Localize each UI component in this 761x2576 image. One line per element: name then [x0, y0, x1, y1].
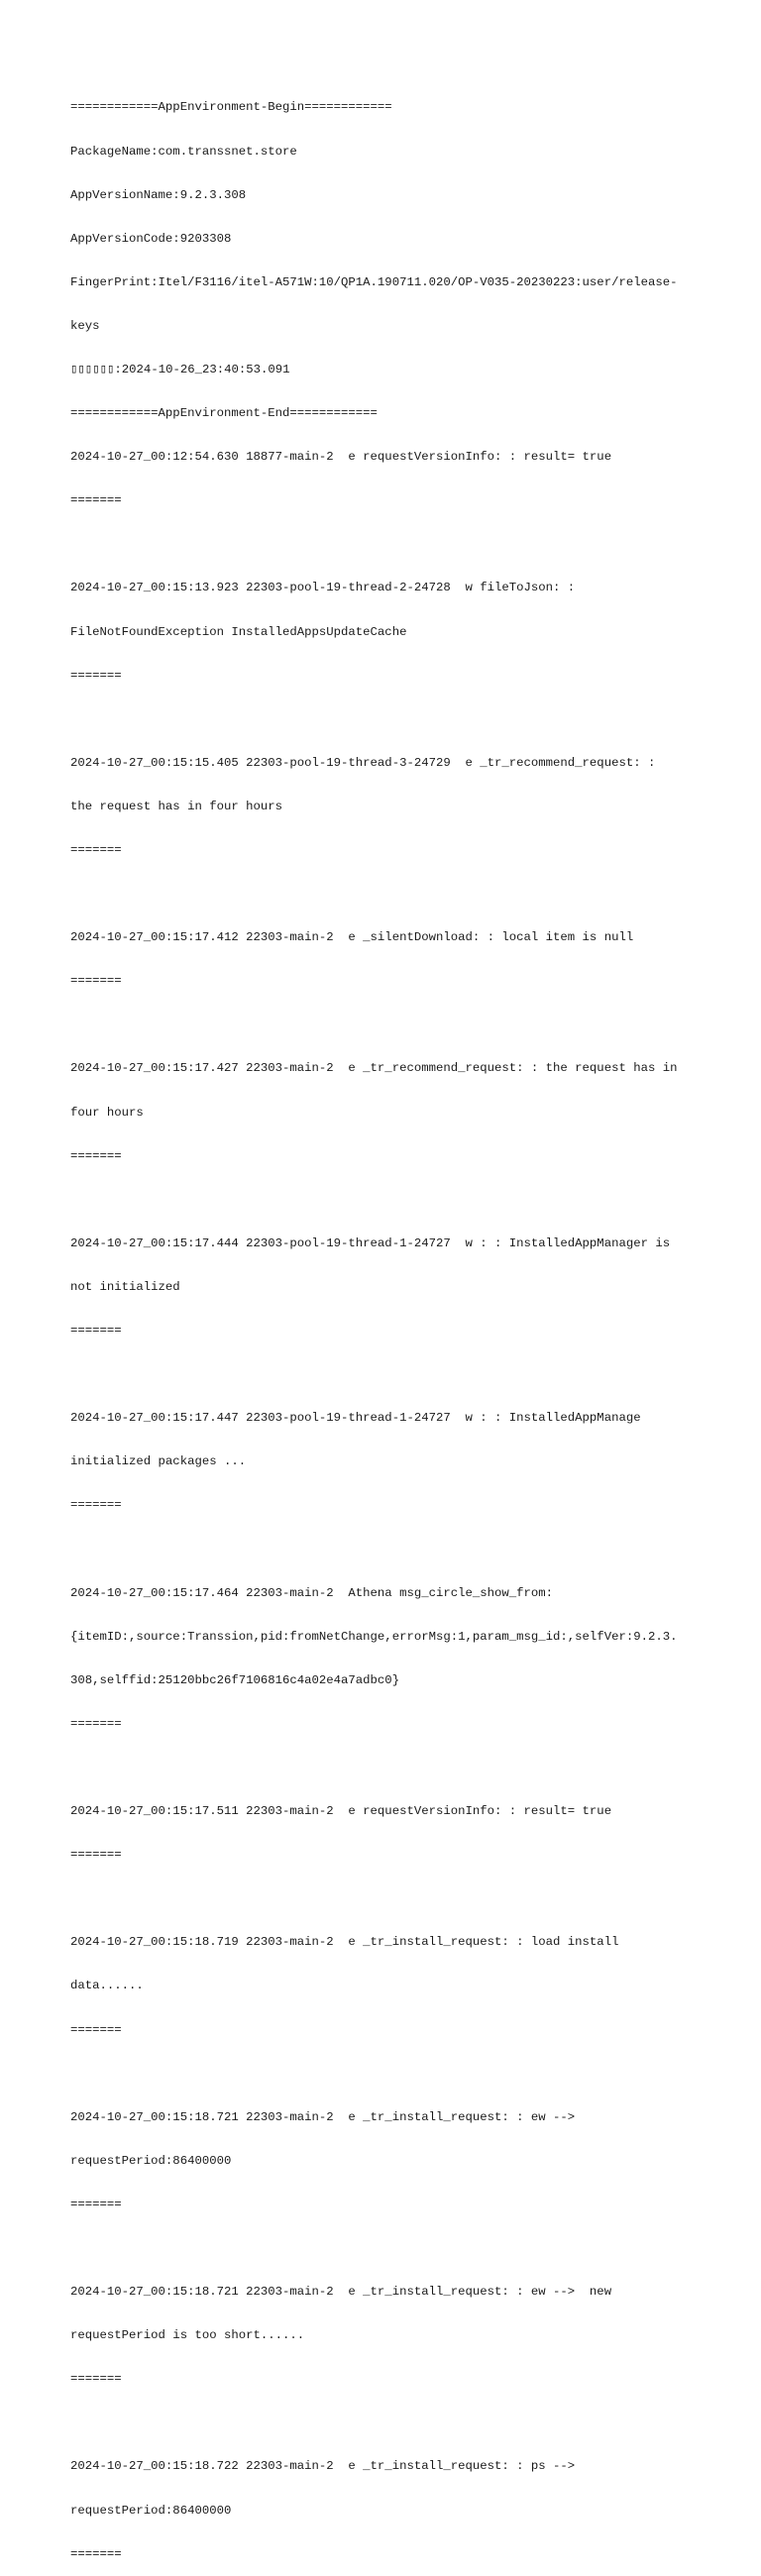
log-line: 2024-10-27_00:15:17.444 22303-pool-19-thread-1-24727 w : : InstalledAppManager is — [70, 1235, 671, 1250]
blank-line — [70, 1367, 705, 1382]
log-separator: ======= — [70, 1716, 122, 1731]
log-line: 2024-10-27_00:15:17.511 22303-main-2 e requestVersionInfo: : result= true — [70, 1804, 612, 1819]
log-line: 2024-10-27_00:15:18.721 22303-main-2 e _tr_install_request: : ew --> new — [70, 2285, 612, 2300]
log-line: requestPeriod:86400000 — [70, 2153, 232, 2168]
blank-line — [70, 537, 705, 552]
log-line: 2024-10-27_00:15:15.405 22303-pool-19-thread-3-24729 e _tr_recommend_request: : — [70, 755, 656, 770]
log-separator: ======= — [70, 668, 122, 683]
log-line: four hours — [70, 1105, 144, 1120]
blank-line — [70, 1891, 705, 1906]
log-separator: ======= — [70, 2372, 122, 2387]
blank-line — [70, 2067, 705, 2082]
log-line: 2024-10-27_00:15:17.464 22303-main-2 Athena msg_circle_show_from: — [70, 1585, 554, 1600]
log-line: PackageName:com.transsnet.store — [70, 144, 297, 159]
blank-line — [70, 1018, 705, 1032]
blank-line — [70, 1761, 705, 1775]
log-line: keys — [70, 318, 100, 333]
blank-line — [70, 2241, 705, 2256]
blank-line — [70, 1193, 705, 1208]
log-separator: ======= — [70, 974, 122, 989]
log-line: 2024-10-27_00:12:54.630 18877-main-2 e requestVersionInfo: : result= true — [70, 450, 612, 465]
log-line: AppVersionCode:9203308 — [70, 231, 232, 246]
log-separator: ======= — [70, 1148, 122, 1163]
blank-line — [70, 712, 705, 727]
log-document — [70, 71, 705, 2576]
log-line: 2024-10-27_00:15:13.923 22303-pool-19-thread-2-24728 w fileToJson: : — [70, 581, 576, 595]
log-line: initialized packages ... — [70, 1454, 247, 1469]
log-line: 2024-10-27_00:15:17.412 22303-main-2 e _silentDownload: : local item is null — [70, 930, 634, 945]
log-separator: ======= — [70, 2197, 122, 2211]
log-line: requestPeriod:86400000 — [70, 2503, 232, 2518]
log-line: not initialized — [70, 1279, 180, 1294]
log-separator: ======= — [70, 1324, 122, 1339]
log-separator: ======= — [70, 1848, 122, 1863]
blank-line — [70, 887, 705, 902]
log-line: the request has in four hours — [70, 799, 283, 813]
log-line: FingerPrint:Itel/F3116/itel-A571W:10/QP1A.190711.020/OP-V035-20230223:user/release- — [70, 274, 678, 289]
log-line: 2024-10-27_00:15:17.427 22303-main-2 e _tr_recommend_request: : the request has in — [70, 1061, 678, 1076]
log-separator: ======= — [70, 1498, 122, 1513]
blank-line — [70, 1543, 705, 1557]
log-line: ▯▯▯▯▯▯:2024-10-26_23:40:53.091 — [70, 362, 290, 376]
log-line: data...... — [70, 1979, 144, 1993]
log-line: ============AppEnvironment-End============ — [70, 406, 378, 421]
log-line: 2024-10-27_00:15:17.447 22303-pool-19-thread-1-24727 w : : InstalledAppManage — [70, 1411, 641, 1426]
log-line: ============AppEnvironment-Begin============ — [70, 100, 392, 115]
blank-line — [70, 2415, 705, 2430]
log-line: requestPeriod is too short...... — [70, 2328, 305, 2343]
log-separator: ======= — [70, 2022, 122, 2037]
log-line: FileNotFoundException InstalledAppsUpdateCache — [70, 624, 407, 639]
log-line: 308,selffid:25120bbc26f7106816c4a02e4a7adbc0} — [70, 1672, 400, 1687]
log-line: AppVersionName:9.2.3.308 — [70, 187, 247, 202]
log-separator: ======= — [70, 493, 122, 508]
log-separator: ======= — [70, 843, 122, 857]
log-separator: ======= — [70, 2546, 122, 2561]
log-line: 2024-10-27_00:15:18.721 22303-main-2 e _tr_install_request: : ew --> — [70, 2109, 576, 2124]
log-line: 2024-10-27_00:15:18.719 22303-main-2 e _tr_install_request: : load install — [70, 1935, 619, 1950]
log-line: {itemID:,source:Transsion,pid:fromNetChange,errorMsg:1,param_msg_id:,selfVer:9.2.3. — [70, 1629, 678, 1644]
log-line: 2024-10-27_00:15:18.722 22303-main-2 e _tr_install_request: : ps --> — [70, 2459, 576, 2474]
